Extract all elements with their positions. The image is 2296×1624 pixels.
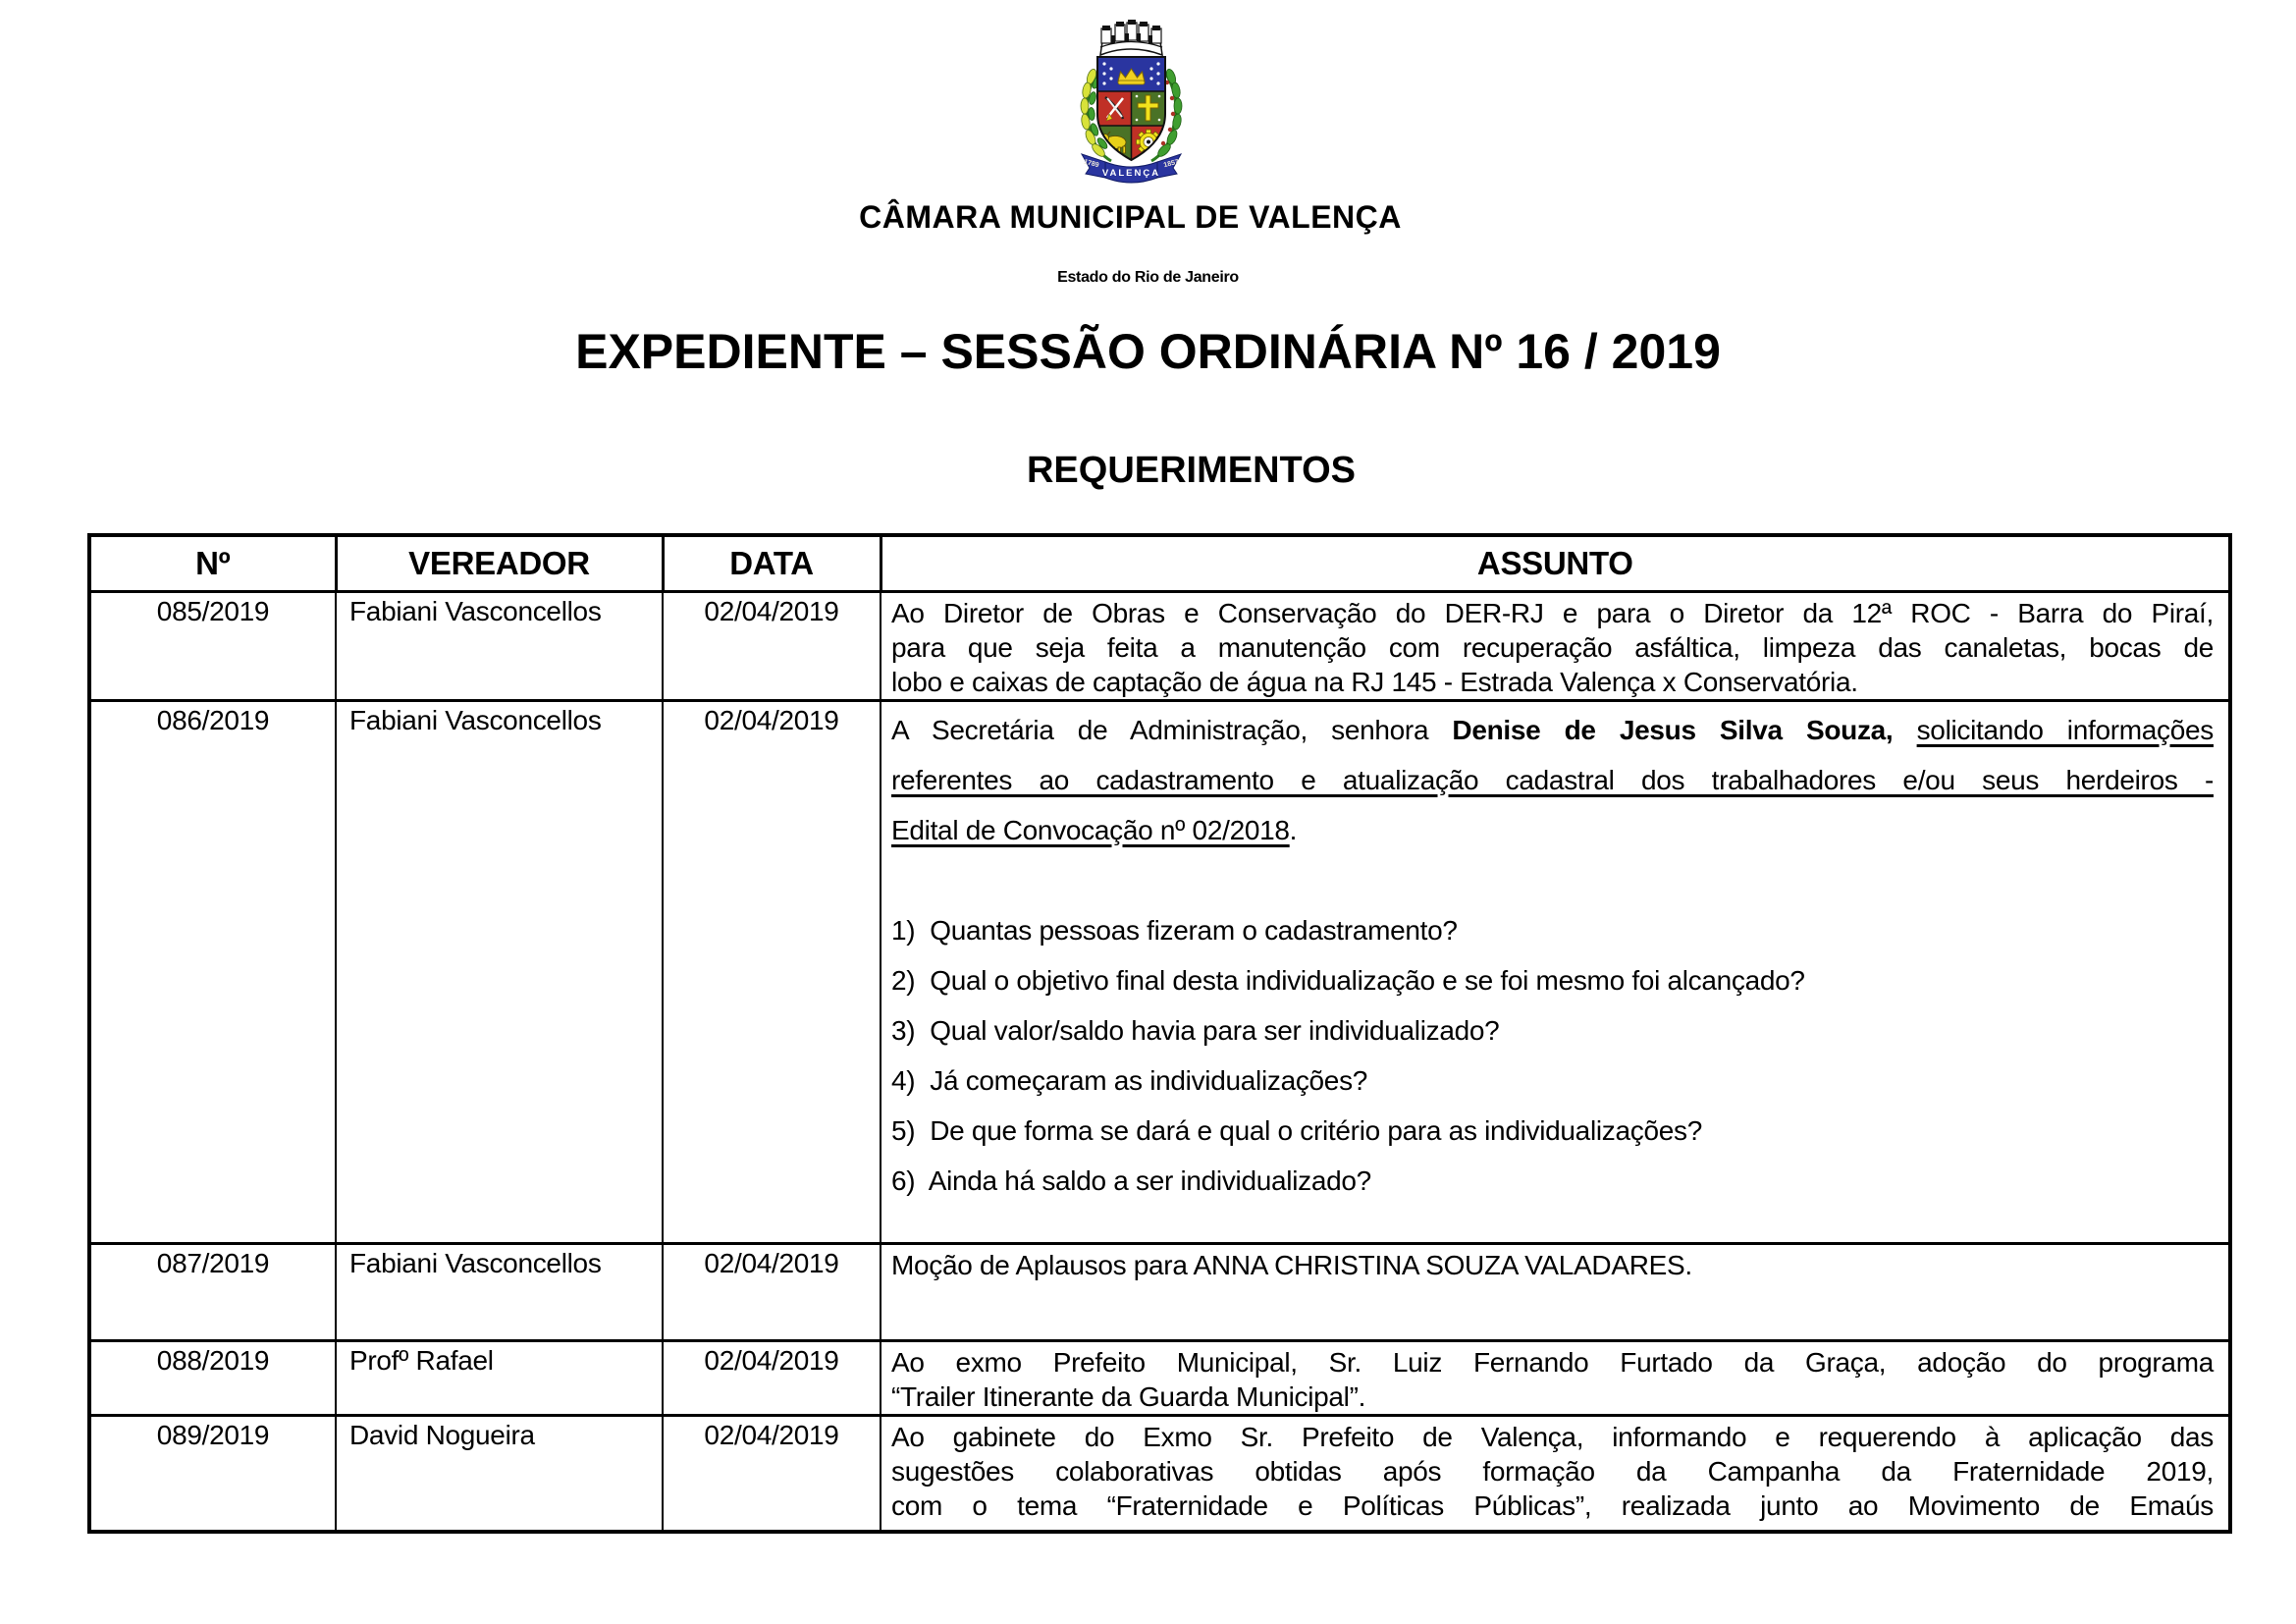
table-row — [89, 1416, 2230, 1532]
text-line: 2) Qual o objetivo final desta individualização e se foi mesmo foi alcançado? — [891, 965, 1805, 996]
cell-data: 02/04/2019 — [663, 1244, 881, 1341]
cell-assunto — [881, 701, 2230, 1244]
column-header-assunto: ASSUNTO — [881, 535, 2230, 592]
table-row — [89, 701, 2230, 1244]
cell-assunto — [881, 592, 2230, 701]
table-header-row — [89, 535, 2230, 592]
cell-assunto — [881, 1341, 2230, 1416]
table-row — [89, 592, 2230, 701]
text-line: A Secretária de Administração, senhora Denise de Jesus Silva Souza, solicitando informações — [891, 715, 2214, 745]
column-header-vereador: VEREADOR — [336, 535, 663, 592]
org-name: CÂMARA MUNICIPAL DE VALENÇA — [859, 199, 1402, 235]
assunto-paragraph — [891, 596, 2214, 699]
state-name: Estado do Rio de Janeiro — [1057, 269, 1239, 286]
requerimentos-table — [87, 533, 2232, 1534]
text-line: Ao Diretor de Obras e Conservação do DER-RJ e para o Diretor da 12ª ROC - Barra do Piraí, — [891, 598, 2214, 628]
text-line: Ao gabinete do Exmo Sr. Prefeito de Valença, informando e requerendo à aplicação das — [891, 1422, 2214, 1452]
shield-icon — [1097, 57, 1165, 165]
valenca-coat-of-arms-icon — [1068, 16, 1195, 187]
cell-data: 02/04/2019 — [663, 1341, 881, 1416]
cell-data: 02/04/2019 — [663, 701, 881, 1244]
cell-vereador: David Nogueira — [336, 1416, 663, 1532]
question-list — [891, 905, 2214, 1206]
assunto-paragraph — [891, 1345, 2214, 1414]
page-title: EXPEDIENTE – SESSÃO ORDINÁRIA Nº 16 / 2019 — [575, 324, 1721, 379]
cell-numero: 085/2019 — [89, 592, 336, 701]
ribbon-city-name: VALENÇA — [1101, 168, 1161, 179]
cell-vereador: Fabiani Vasconcellos — [336, 1244, 663, 1341]
text-line: sugestões colaborativas obtidas após formação da Campanha da Fraternidade 2019, — [891, 1456, 2214, 1487]
cell-data: 02/04/2019 — [663, 592, 881, 701]
text-line: Moção de Aplausos para ANNA CHRISTINA SOUZA VALADARES. — [891, 1250, 1692, 1280]
cell-data: 02/04/2019 — [663, 1416, 881, 1532]
text-line: 6) Ainda há saldo a ser individualizado? — [891, 1165, 1371, 1196]
assunto-paragraph — [891, 1248, 2214, 1282]
cell-numero: 089/2019 — [89, 1416, 336, 1532]
column-header-data: DATA — [663, 535, 881, 592]
table-row — [89, 1341, 2230, 1416]
assunto-paragraph — [891, 705, 2214, 855]
assunto-paragraph — [891, 1420, 2214, 1523]
text-line: 3) Qual valor/saldo havia para ser individualizado? — [891, 1015, 1500, 1046]
text-line: Ao exmo Prefeito Municipal, Sr. Luiz Fernando Furtado da Graça, adoção do programa — [891, 1347, 2214, 1378]
text-line: Edital de Convocação nº 02/2018. — [891, 815, 1298, 845]
text-line: referentes ao cadastramento e atualização cadastral dos trabalhadores e/ou seus herdeiros - — [891, 765, 2214, 795]
cell-numero: 088/2019 — [89, 1341, 336, 1416]
text-line: com o tema “Fraternidade e Políticas Públicas”, realizada junto ao Movimento de Emaús — [891, 1490, 2214, 1521]
cell-numero: 086/2019 — [89, 701, 336, 1244]
cell-vereador: Profº Rafael — [336, 1341, 663, 1416]
text-line: 4) Já começaram as individualizações? — [891, 1065, 1368, 1096]
gear-icon — [1137, 130, 1161, 154]
ribbon-year-left: 1789 — [1083, 158, 1100, 170]
cell-assunto — [881, 1244, 2230, 1341]
cell-assunto — [881, 1416, 2230, 1532]
cell-vereador: Fabiani Vasconcellos — [336, 592, 663, 701]
text-line: 1) Quantas pessoas fizeram o cadastramento? — [891, 915, 1458, 946]
section-title: REQUERIMENTOS — [1026, 450, 1356, 491]
text-line: para que seja feita a manutenção com recuperação asfáltica, limpeza das canaletas, bocas de — [891, 632, 2214, 663]
cell-numero: 087/2019 — [89, 1244, 336, 1341]
ribbon-year-right: 1857 — [1162, 158, 1180, 170]
text-line: lobo e caixas de captação de água na RJ 145 - Estrada Valença x Conservatória. — [891, 667, 1858, 697]
text-line: “Trailer Itinerante da Guarda Municipal”. — [891, 1381, 1366, 1412]
table-row — [89, 1244, 2230, 1341]
text-line: 5) De que forma se dará e qual o critério para as individualizações? — [891, 1115, 1702, 1146]
mural-crown-icon — [1100, 20, 1162, 55]
column-header-numero: Nº — [89, 535, 336, 592]
cell-vereador: Fabiani Vasconcellos — [336, 701, 663, 1244]
